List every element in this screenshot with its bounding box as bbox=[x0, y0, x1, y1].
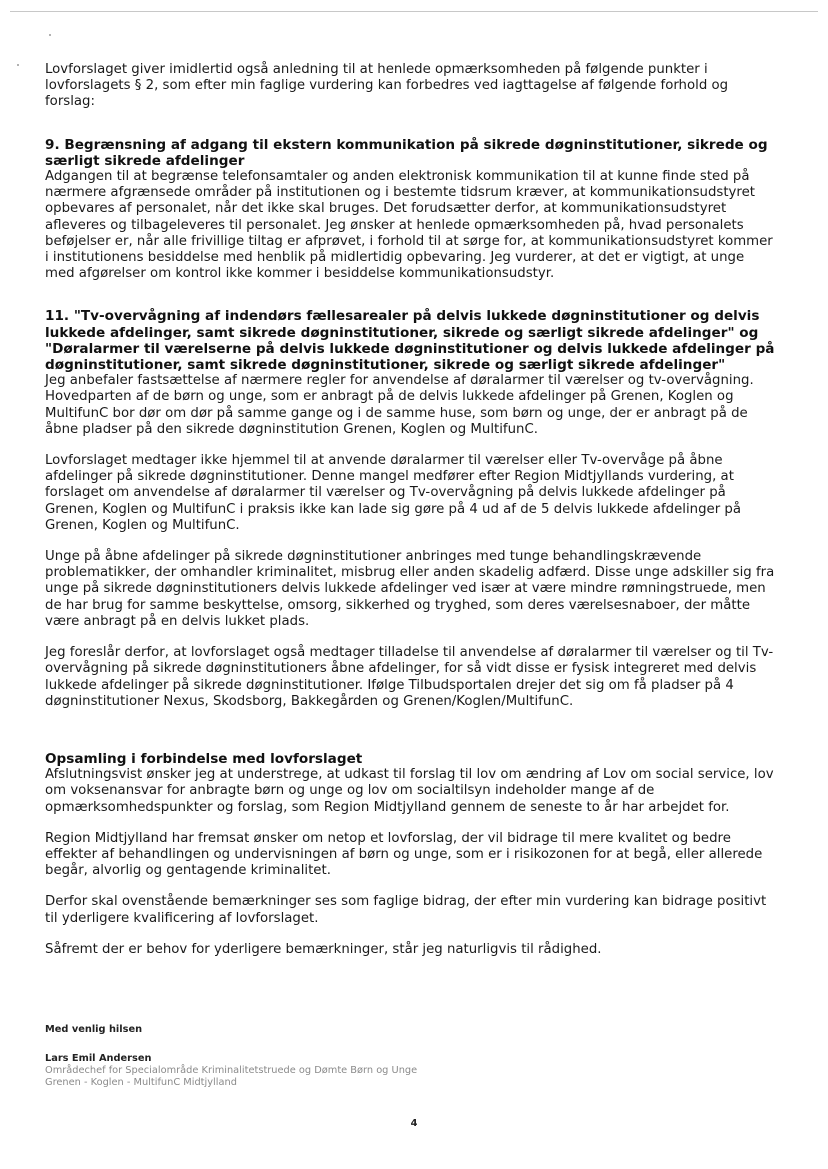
page-number: 4 bbox=[410, 1118, 418, 1129]
intro-paragraph: Lovforslaget giver imidlertid også anledning til at henlede opmærksomheden på følgende punkter i lovforslagets § 2, som efter min faglige vurdering kan forbedres ved iagttagelse af følgende forhold og forslag: bbox=[45, 62, 729, 110]
page-top-rule bbox=[10, 11, 818, 12]
signer-name: Lars Emil Andersen bbox=[45, 1053, 152, 1065]
summary-paragraph-2: Region Midtjylland har fremsat ønsker om netop et lovforslag, der vil bidrage til mere kvalitet og bedre effekter af behandlingen og undervisningen af børn og unge, som er i risikozonen for at begå, eller allerede begår, alvorlig og gentagende kriminalitet. bbox=[45, 830, 763, 879]
section-11-paragraph-4: Jeg foreslår derfor, at lovforslaget også medtager tilladelse til anvendelse af døralarmer til værelser og til Tv-overvågning på sikrede døgninstitutioners åbne afdelinger, for så vidt disse er fysisk integreret med delvis lukkede afdelinger på sikrede døgninstitutioner. Ifølge Tilbudsportalen drejer det sig om få pladser på 4 døgninstitutioner Nexus, Skodsborg, Bakkegården og Grenen/Koglen/MultifunC. bbox=[45, 645, 774, 709]
signature-block bbox=[45, 1022, 645, 1089]
summary-heading: Opsamling i forbindelse med lovforslaget bbox=[45, 750, 363, 767]
section-11-heading: 11. "Tv-overvågning af indendørs fællesarealer på delvis lukkede døgninstitutioner og delvis lukkede afdelinger, samt sikrede døgninstitutioner, sikrede og særligt sikrede afdelinger" og "Døralarmer til værelserne på delvis lukkede døgninstitutioner og delvis lukkede afdelinger på døgninstitutioner, samt sikrede døgninstitutioner, sikrede og særligt sikrede afdelinger" bbox=[45, 308, 775, 374]
signer-unit: Grenen - Koglen - MultifunC Midtjylland bbox=[45, 1077, 237, 1089]
scan-speck bbox=[17, 64, 19, 66]
summary-paragraph-1: Afslutningsvist ønsker jeg at understrege, at udkast til forslag til lov om ændring af Lov om social service, lov om voksenansvar for anbragte børn og unge og lov om socialtilsyn indeholder mange af de opmærksomhedspunkter og forslag, som Region Midtjylland gennem de seneste to år har arbejdet for. bbox=[45, 767, 774, 815]
summary-paragraph-3: Derfor skal ovenstående bemærkninger ses som faglige bidrag, der efter min vurdering kan bidrage positivt til yderligere kvalificering af lovforslaget. bbox=[45, 894, 767, 926]
summary-paragraph-4: Såfremt der er behov for yderligere bemærkninger, står jeg naturligvis til rådighed. bbox=[45, 941, 602, 957]
closing-greeting: Med venlig hilsen bbox=[45, 1024, 143, 1035]
section-9-heading: 9. Begrænsning af adgang til ekstern kommunikation på sikrede døgninstitutioner, sikrede og særligt sikrede afdelinger bbox=[45, 136, 768, 169]
document-body bbox=[45, 62, 775, 958]
scan-speck bbox=[49, 34, 51, 36]
section-11-paragraph-2: Lovforslaget medtager ikke hjemmel til at anvende døralarmer til værelser eller Tv-overvåge på åbne afdelinger på sikrede døgninstitutioner. Denne mangel medfører efter Region Midtjyllands vurdering, at forslaget om anvendelse af døralarmer til værelser og Tv-overvågning på delvis lukkede afdelinger på Grenen, Koglen og MultifunC i praksis ikke kan lade sig gøre på 4 ud af de 5 delvis lukkede afdelinger på Grenen, Koglen og MultifunC. bbox=[45, 453, 742, 533]
section-9-body: Adgangen til at begrænse telefonsamtaler og anden elektronisk kommunikation til at kunne finde sted på nærmere afgrænsede områder på institutionen og i bestemte tidsrum kræver, at kommunikationsudstyret opbevares af personalet, når det ikke skal bruges. Det forudsætter derfor, at kommunikationsudstyret afleveres og tilbageleveres til personalet. Jeg ønsker at henlede opmærksomheden på, hvad personalets beføjelser er, når alle frivillige tiltag er afprøvet, i forhold til at sørge for, at kommunikationsudstyret kommer i institutionens besiddelse med henblik på midlertidig opbevaring. Jeg vurderer, at det er vigtigt, at unge med afgørelser om kontrol ikke kommer i besiddelse kommunikationsudstyr. bbox=[45, 169, 773, 282]
section-11-paragraph-3: Unge på åbne afdelinger på sikrede døgninstitutioner anbringes med tunge behandlingskrævende problematikker, der omhandler kriminalitet, misbrug eller anden skadelig adfærd. Disse unge adskiller sig fra unge på sikrede døgninstitutioners delvis lukkede afdelinger ved især at være mindre rømningstruede, men de har brug for samme beskyttelse, omsorg, sikkerhed og tryghed, som deres værelsesnaboer, der måtte være anbragt på en delvis lukket plads. bbox=[45, 549, 775, 629]
section-11-paragraph-1: Jeg anbefaler fastsættelse af nærmere regler for anvendelse af døralarmer til værelser og tv-overvågning. Hovedparten af de børn og unge, som er anbragt på de delvis lukkede afdelinger på Grenen, Koglen og MultifunC bor dør om dør på samme gange og i de samme huse, som børn og unge, der er anbragt på de åbne pladser på den sikrede døgninstitution Grenen, Koglen og MultifunC. bbox=[45, 373, 754, 437]
signer-title: Områdechef for Specialområde Kriminalitetstruede og Dømte Børn og Unge bbox=[45, 1065, 418, 1077]
